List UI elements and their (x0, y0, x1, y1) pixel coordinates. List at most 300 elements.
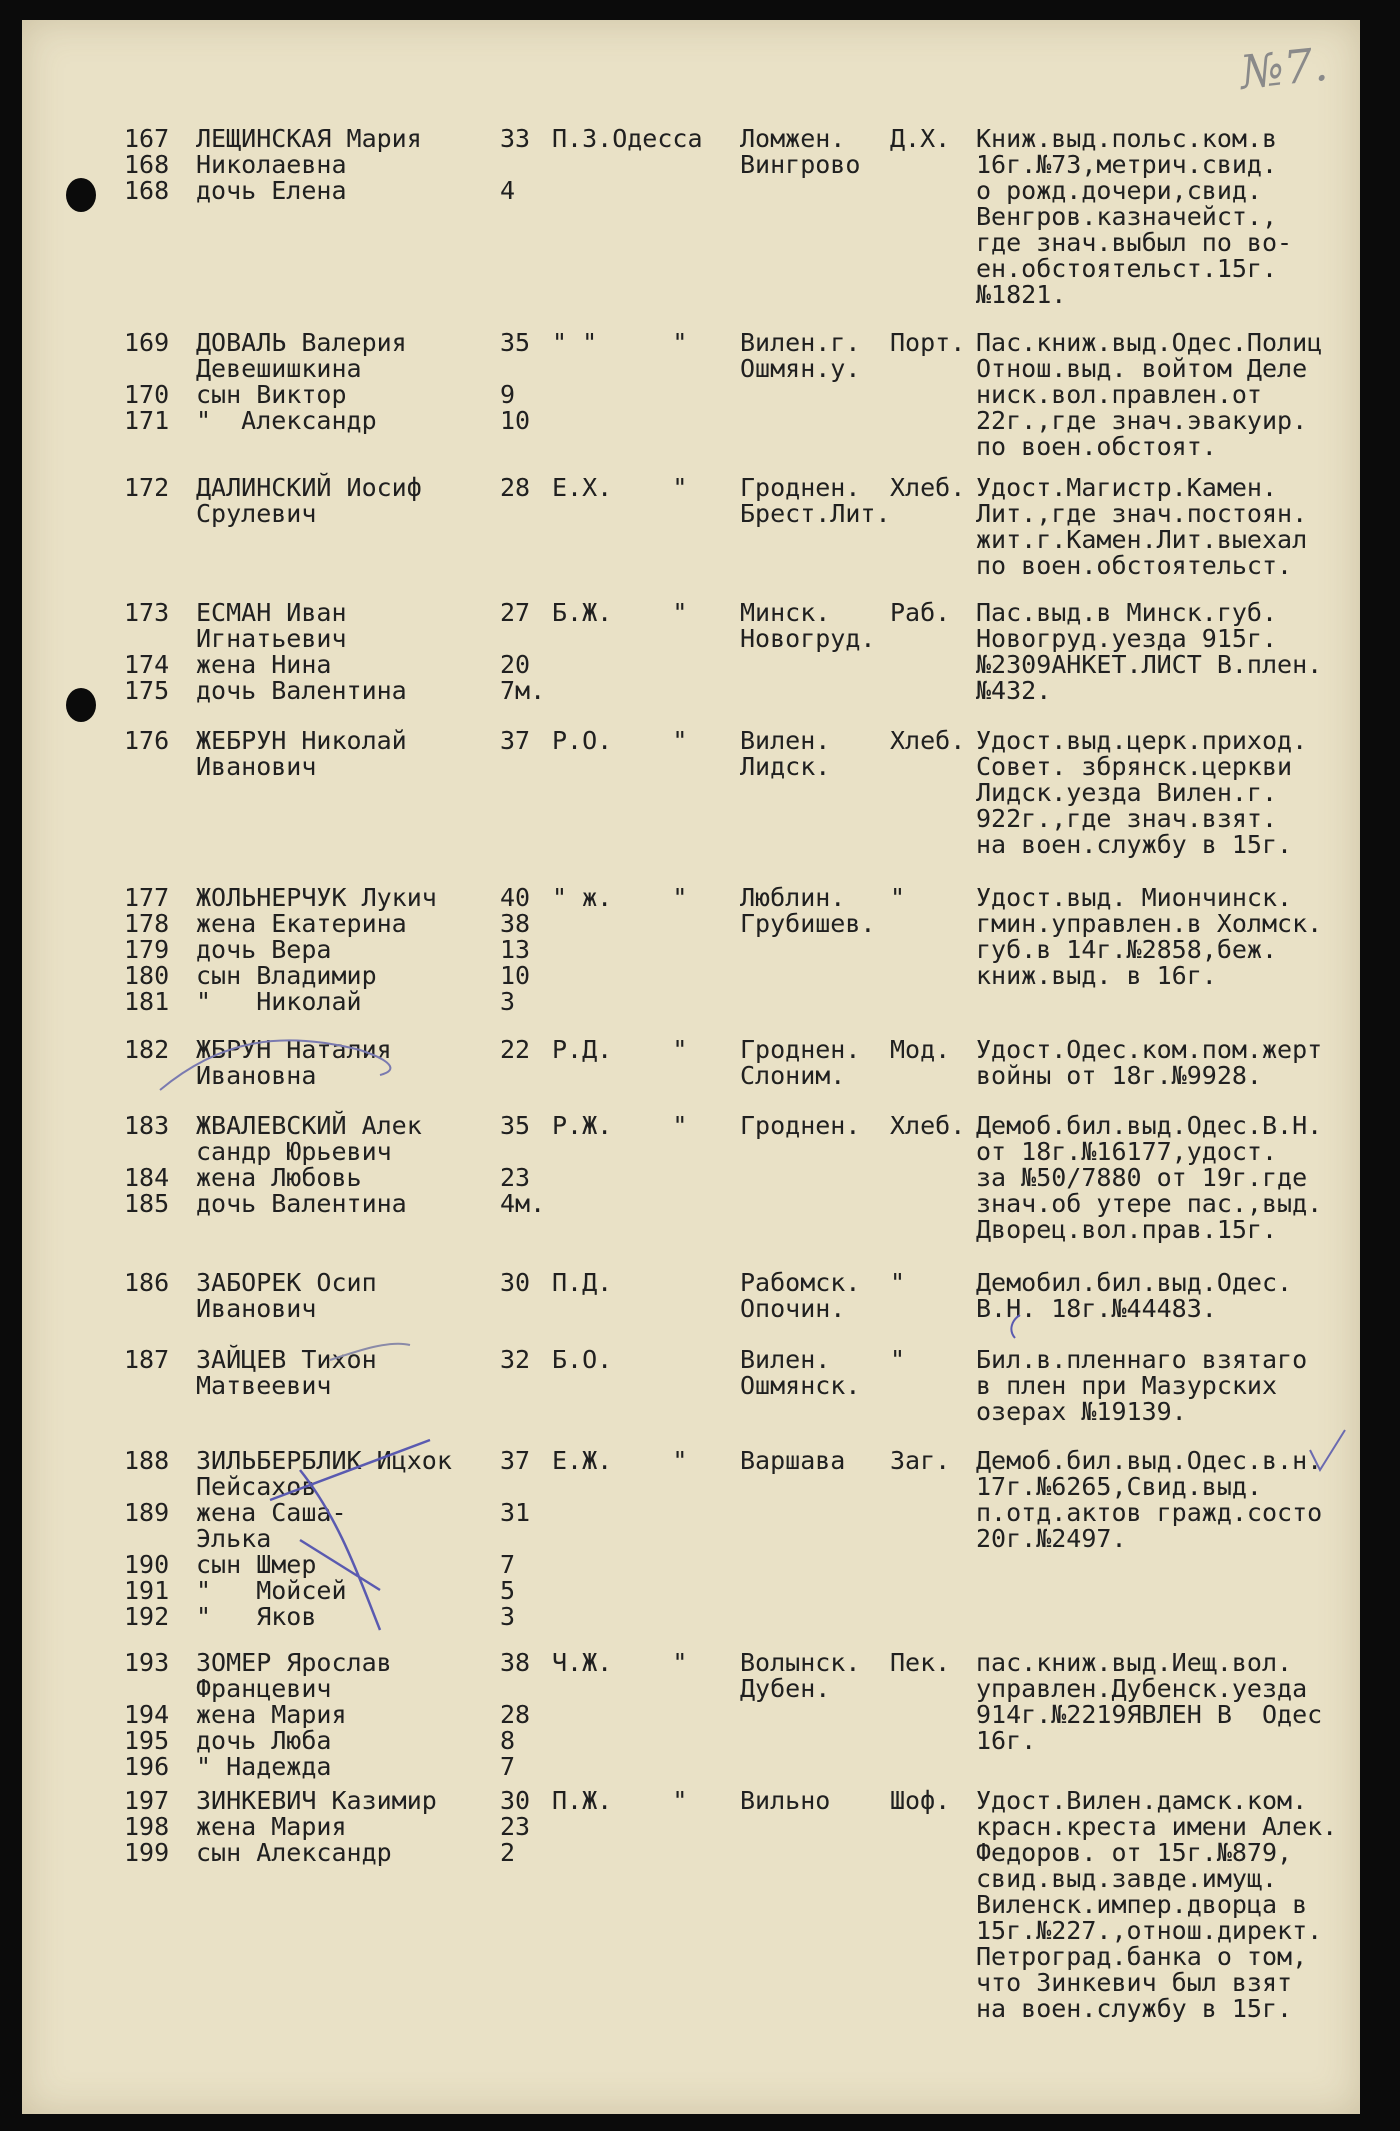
person-name-line: ЗИЛЬБЕРБЛИК Ицхок (196, 1446, 452, 1475)
origin-place-line: Брест.Лит. (740, 499, 891, 528)
documents-note-line: 22г.,где знач.эвакуир. (976, 406, 1308, 435)
category-code: Е.Х. " (552, 473, 688, 502)
category-code: П.Д. (552, 1268, 613, 1297)
person-name-line: " Яков (196, 1602, 317, 1631)
person-name-line: Игнатьевич (196, 624, 347, 653)
record-number-line: 182 (124, 1035, 170, 1064)
documents-note-line: о рожд.дочери,свид. (976, 176, 1262, 205)
record-number-line: 172 (124, 473, 170, 502)
documents-note (976, 330, 1376, 460)
occupation: Д.Х. (890, 124, 951, 153)
occupation: " (890, 883, 906, 912)
person-age-line: 31 (500, 1498, 531, 1527)
person-name-line: " Надежда (196, 1752, 332, 1781)
record-number (124, 330, 184, 434)
person-name-line: Девешишкина (196, 354, 362, 383)
documents-note-line: войны от 18г.№9928. (976, 1061, 1262, 1090)
documents-note-line: Удост.Вилен.дамск.ком. (976, 1786, 1308, 1815)
person-age-line (500, 356, 544, 382)
documents-note-line: Отнош.выд. войтом Деле (976, 354, 1308, 383)
occupation: Шоф. (890, 1786, 951, 1815)
person-age-line: 7 (500, 1752, 516, 1781)
occupation: Пек. (890, 1648, 951, 1677)
person-age-line: 40 (500, 883, 531, 912)
record-number-line: 177 (124, 883, 170, 912)
person-age-line: 5 (500, 1576, 516, 1605)
person-name-line: ЖОЛЬНЕРЧУК Лукич (196, 883, 437, 912)
person-age-line: 4 (500, 176, 516, 205)
person-name (196, 1113, 496, 1217)
record-number-line: 178 (124, 909, 170, 938)
person-age-line: 10 (500, 406, 531, 435)
person-name-line: жена Нина (196, 650, 332, 679)
person-name (196, 600, 496, 704)
person-name-line: " Мойсей (196, 1576, 347, 1605)
occupation: " (890, 1345, 906, 1374)
person-name-line: сандр Юрьевич (196, 1137, 392, 1166)
record-number-line: 168 (124, 150, 170, 179)
person-name (196, 475, 496, 527)
person-age-line (500, 1139, 544, 1165)
person-name-line: ЗАБОРЕК Осип (196, 1268, 377, 1297)
record-number (124, 1113, 184, 1217)
origin-place-line: Ошмян.у. (740, 354, 861, 383)
record-number (124, 1347, 184, 1373)
person-age-line (500, 1676, 544, 1702)
origin-place (740, 600, 902, 652)
person-age-line: 35 (500, 1111, 531, 1140)
category-code: Р.Ж. " (552, 1111, 688, 1140)
record-number-line: 174 (124, 650, 170, 679)
person-age (500, 1270, 544, 1296)
origin-place-line: Вилен. (740, 1345, 831, 1374)
person-age (500, 1347, 544, 1373)
origin-place (740, 1650, 902, 1702)
documents-note-line: Лидск.уезда Вилен.г. (976, 778, 1278, 807)
person-age (500, 475, 544, 501)
person-age-line (500, 626, 544, 652)
documents-note-line: Удост.Одес.ком.пом.жерт (976, 1035, 1323, 1064)
person-name-line: дочь Елена (196, 176, 347, 205)
documents-note-line: гмин.управлен.в Холмск. (976, 909, 1323, 938)
record-number-line: 183 (124, 1111, 170, 1140)
person-name-line: Матвеевич (196, 1371, 332, 1400)
person-name-line: жена Любовь (196, 1163, 362, 1192)
documents-note-line: Лит.,где знач.постоян. (976, 499, 1308, 528)
person-name-line: ЖБРУН Наталия (196, 1035, 392, 1064)
person-name (196, 885, 496, 1015)
person-name (196, 1347, 496, 1399)
person-age-line: 30 (500, 1268, 531, 1297)
person-age-line: 28 (500, 473, 531, 502)
origin-place-line: Дубен. (740, 1674, 831, 1703)
origin-place-line: Рабомск. (740, 1268, 861, 1297)
origin-place-line: Гроднен. (740, 473, 861, 502)
documents-note-line: Венгров.казначейст., (976, 202, 1278, 231)
person-age-line: 8 (500, 1726, 516, 1755)
category-code: Б.О. (552, 1345, 613, 1374)
person-age (500, 330, 544, 434)
documents-note (976, 1788, 1376, 2022)
record-number-line: 185 (124, 1189, 170, 1218)
person-name-line: сын Владимир (196, 961, 377, 990)
origin-place-line: Волынск. (740, 1648, 861, 1677)
record-number-line: 190 (124, 1550, 170, 1579)
person-age-line: 27 (500, 598, 531, 627)
record-number-line (124, 1676, 184, 1702)
person-age-line: 22 (500, 1035, 531, 1064)
occupation: Хлеб. (890, 726, 966, 755)
person-age (500, 728, 544, 754)
documents-note (976, 1037, 1376, 1089)
punch-hole (66, 178, 96, 212)
person-name-line: дочь Вера (196, 935, 332, 964)
documents-note-line: Новогруд.уезда 915г. (976, 624, 1278, 653)
record-number-line: 189 (124, 1498, 170, 1527)
documents-note-line: 16г. (976, 1726, 1037, 1755)
record-number-line: 169 (124, 328, 170, 357)
documents-note (976, 1347, 1376, 1425)
documents-note-line: п.отд.актов гражд.состо (976, 1498, 1323, 1527)
record-number-line: 173 (124, 598, 170, 627)
person-age-line: 32 (500, 1345, 531, 1374)
person-name-line: ЗИНКЕВИЧ Казимир (196, 1786, 437, 1815)
documents-note-line: на воен.службу в 15г. (976, 830, 1293, 859)
category-code: " ж. " (552, 883, 688, 912)
person-name-line: Срулевич (196, 499, 317, 528)
person-name-line: жена Мария (196, 1812, 347, 1841)
documents-note (976, 126, 1376, 308)
person-age (500, 1037, 544, 1063)
person-name-line: Элька (196, 1524, 272, 1553)
origin-place (740, 475, 902, 527)
documents-note-line: №1821. (976, 280, 1067, 309)
person-name-line: Николаевна (196, 150, 347, 179)
origin-place-line: Гроднен. (740, 1111, 861, 1140)
documents-note-line: за №50/7880 от 19г.где (976, 1163, 1308, 1192)
record-number-line (124, 1139, 184, 1165)
person-age-line: 20 (500, 650, 531, 679)
category-code: " " " (552, 328, 688, 357)
documents-note-line: №2309АНКЕТ.ЛИСТ В.плен. (976, 650, 1323, 679)
origin-place (740, 728, 902, 780)
person-name-line: Пейсахов (196, 1472, 317, 1501)
person-name (196, 1448, 496, 1630)
person-age-line (500, 1474, 544, 1500)
documents-note (976, 600, 1376, 704)
person-name-line: ЗОМЕР Ярослав (196, 1648, 392, 1677)
person-age-line: 13 (500, 935, 531, 964)
origin-place-line: Опочин. (740, 1294, 846, 1323)
origin-place-line: Ломжен. (740, 124, 846, 153)
documents-note-line: где знач.выбыл по во- (976, 228, 1293, 257)
person-name-line: Францевич (196, 1674, 332, 1703)
person-name-line: ДАЛИНСКИЙ Иосиф (196, 473, 422, 502)
documents-note-line: 922г.,где знач.взят. (976, 804, 1278, 833)
documents-note (976, 1650, 1376, 1754)
person-name (196, 126, 496, 204)
person-name-line: Иванович (196, 752, 317, 781)
documents-note-line: от 18г.№16177,удост. (976, 1137, 1278, 1166)
person-age (500, 126, 544, 204)
person-name-line: " Николай (196, 987, 362, 1016)
person-age-line (500, 1526, 544, 1552)
documents-note (976, 728, 1376, 858)
origin-place (740, 1037, 902, 1089)
person-age-line: 38 (500, 909, 531, 938)
origin-place-line: Гроднен. (740, 1035, 861, 1064)
documents-note-line: №432. (976, 676, 1052, 705)
person-name-line: ЗАЙЦЕВ Тихон (196, 1345, 377, 1374)
documents-note-line: знач.об утере пас.,выд. (976, 1189, 1323, 1218)
documents-note-line: Бил.в.пленнаго взятаго (976, 1345, 1308, 1374)
documents-note-line: Пас.выд.в Минск.губ. (976, 598, 1278, 627)
person-age (500, 1113, 544, 1217)
documents-note (976, 1448, 1376, 1552)
documents-note-line: 16г.№73,метрич.свид. (976, 150, 1278, 179)
person-name (196, 1270, 496, 1322)
person-age-line (500, 152, 544, 178)
occupation: Порт. (890, 328, 966, 357)
person-name-line: жена Саша- (196, 1498, 347, 1527)
record-number-line: 170 (124, 380, 170, 409)
person-age-line: 3 (500, 1602, 516, 1631)
category-code: Б.Ж. " (552, 598, 688, 627)
documents-note-line: 15г.№227.,отнош.директ. (976, 1916, 1323, 1945)
documents-note (976, 1113, 1376, 1243)
occupation: Раб. (890, 598, 951, 627)
category-code: Р.О. " (552, 726, 688, 755)
person-name-line: Ивановна (196, 1061, 317, 1090)
person-age (500, 1788, 544, 1866)
documents-note-line: по воен.обстоят. (976, 432, 1217, 461)
documents-note-line: озерах №19139. (976, 1397, 1187, 1426)
record-number-line: 197 (124, 1786, 170, 1815)
category-code: Р.Д. " (552, 1035, 688, 1064)
person-age-line: 10 (500, 961, 531, 990)
category-code: Е.Ж. " (552, 1446, 688, 1475)
origin-place-line: Ошмянск. (740, 1371, 861, 1400)
category-code: П.З.Одесса (552, 124, 703, 153)
documents-note-line: 17г.№6265,Свид.выд. (976, 1472, 1262, 1501)
record-number-line: 191 (124, 1576, 170, 1605)
documents-note-line: Федоров. от 15г.№879, (976, 1838, 1293, 1867)
person-name-line: " Александр (196, 406, 377, 435)
person-name-line: дочь Валентина (196, 676, 407, 705)
occupation: Заг. (890, 1446, 951, 1475)
person-age-line: 33 (500, 124, 531, 153)
occupation: " (890, 1268, 906, 1297)
person-name-line: ДОВАЛЬ Валерия (196, 328, 407, 357)
record-number-line: 188 (124, 1446, 170, 1475)
person-age-line: 37 (500, 1446, 531, 1475)
record-number-line: 179 (124, 935, 170, 964)
documents-note-line: Демоб.бил.выд.Одес.В.Н. (976, 1111, 1323, 1140)
person-name (196, 1788, 496, 1866)
documents-note-line: книж.выд. в 16г. (976, 961, 1217, 990)
origin-place-line: Лидск. (740, 752, 831, 781)
record-number-line: 199 (124, 1838, 170, 1867)
record-number-line: 187 (124, 1345, 170, 1374)
record-number-line: 194 (124, 1700, 170, 1729)
record-number (124, 885, 184, 1015)
person-age (500, 600, 544, 704)
person-name-line: дочь Валентина (196, 1189, 407, 1218)
person-name-line: ЖВАЛЕВСКИЙ Алек (196, 1111, 422, 1140)
documents-note-line: В.Н. 18г.№44483. (976, 1294, 1217, 1323)
origin-place (740, 1788, 902, 1814)
record-number (124, 1650, 184, 1780)
record-number-line (124, 1474, 184, 1500)
person-age-line: 2 (500, 1838, 516, 1867)
person-name (196, 1650, 496, 1780)
origin-place (740, 1113, 902, 1139)
origin-place-line: Вильно (740, 1786, 831, 1815)
documents-note-line: Удост.выд.церк.приход. (976, 726, 1308, 755)
documents-note-line: Виленск.импер.дворца в (976, 1890, 1308, 1919)
documents-note-line: Удост.Магистр.Камен. (976, 473, 1278, 502)
record-number-line: 181 (124, 987, 170, 1016)
person-name-line: сын Александр (196, 1838, 392, 1867)
origin-place (740, 885, 902, 937)
record-number (124, 1788, 184, 1866)
origin-place-line: Варшава (740, 1446, 846, 1475)
documents-note (976, 885, 1376, 989)
page-number-mark: №7. (1237, 36, 1331, 100)
documents-note-line: Петроград.банка о том, (976, 1942, 1308, 1971)
record-number-line: 168 (124, 176, 170, 205)
origin-place-line: Грубишев. (740, 909, 876, 938)
person-age-line: 37 (500, 726, 531, 755)
documents-note (976, 1270, 1376, 1322)
occupation: Хлеб. (890, 1111, 966, 1140)
record-number-line: 171 (124, 406, 170, 435)
documents-note-line: в плен при Мазурских (976, 1371, 1278, 1400)
person-age (500, 1650, 544, 1780)
documents-note-line: Удост.выд. Миончинск. (976, 883, 1293, 912)
record-number (124, 126, 184, 204)
person-age-line: 4м. (500, 1189, 546, 1218)
person-name (196, 728, 496, 780)
record-number-line: 184 (124, 1163, 170, 1192)
origin-place (740, 330, 902, 382)
person-name-line: сын Шмер (196, 1550, 317, 1579)
record-number-line: 176 (124, 726, 170, 755)
record-number-line (124, 356, 184, 382)
record-number (124, 1270, 184, 1296)
person-name-line: Иванович (196, 1294, 317, 1323)
occupation: Мод. (890, 1035, 951, 1064)
origin-place-line: Вилен.г. (740, 328, 861, 357)
category-code: Ч.Ж. " (552, 1648, 688, 1677)
person-name-line: ЖЕБРУН Николай (196, 726, 407, 755)
category-code: П.Ж. " (552, 1786, 688, 1815)
person-age-line: 23 (500, 1812, 531, 1841)
documents-note (976, 475, 1376, 579)
documents-note-line: 914г.№2219ЯВЛЕН В Одес (976, 1700, 1323, 1729)
person-age-line: 7 (500, 1550, 516, 1579)
occupation: Хлеб. (890, 473, 966, 502)
documents-note-line: Демобил.бил.выд.Одес. (976, 1268, 1293, 1297)
origin-place-line: Вилен. (740, 726, 831, 755)
person-age-line: 7м. (500, 676, 546, 705)
person-name-line: дочь Люба (196, 1726, 332, 1755)
record-number-line: 196 (124, 1752, 170, 1781)
documents-note-line: ниск.вол.правлен.от (976, 380, 1262, 409)
origin-place-line: Люблин. (740, 883, 846, 912)
origin-place (740, 1448, 902, 1474)
documents-note-line: ен.обстоятельст.15г. (976, 254, 1278, 283)
person-name-line: ЛЕЩИНСКАЯ Мария (196, 124, 422, 153)
documents-note-line: Книж.выд.польс.ком.в (976, 124, 1278, 153)
documents-note-line: 20г.№2497. (976, 1524, 1127, 1553)
documents-note-line: Демоб.бил.выд.Одес.в.н. (976, 1446, 1323, 1475)
documents-note-line: Пас.книж.выд.Одес.Полиц (976, 328, 1323, 357)
punch-hole (66, 688, 96, 722)
origin-place (740, 1270, 902, 1322)
person-name-line: жена Екатерина (196, 909, 407, 938)
documents-note-line: на воен.службу в 15г. (976, 1994, 1293, 2023)
record-number-line (124, 626, 184, 652)
record-number (124, 1037, 184, 1063)
documents-note-line: Дворец.вол.прав.15г. (976, 1215, 1278, 1244)
documents-note-line: по воен.обстоятельст. (976, 551, 1293, 580)
record-number (124, 1448, 184, 1630)
record-number-line: 186 (124, 1268, 170, 1297)
record-number-line: 198 (124, 1812, 170, 1841)
documents-note-line: Совет. збрянск.церкви (976, 752, 1293, 781)
record-number-line: 167 (124, 124, 170, 153)
documents-note-line: пас.книж.выд.Иещ.вол. (976, 1648, 1293, 1677)
person-age (500, 885, 544, 1015)
person-name-line: ЕСМАН Иван (196, 598, 347, 627)
person-name-line: жена Мария (196, 1700, 347, 1729)
origin-place-line: Вингрово (740, 150, 861, 179)
person-name (196, 1037, 496, 1089)
person-name-line: сын Виктор (196, 380, 347, 409)
documents-note-line: красн.креста имени Алек. (976, 1812, 1338, 1841)
person-age-line: 35 (500, 328, 531, 357)
person-age-line: 9 (500, 380, 516, 409)
record-number-line (124, 1526, 184, 1552)
person-age-line: 23 (500, 1163, 531, 1192)
documents-note-line: губ.в 14г.№2858,беж. (976, 935, 1278, 964)
documents-note-line: что Зинкевич был взят (976, 1968, 1293, 1997)
person-age-line: 38 (500, 1648, 531, 1677)
origin-place (740, 126, 902, 178)
person-name (196, 330, 496, 434)
documents-note-line: свид.выд.завде.имущ. (976, 1864, 1278, 1893)
person-age (500, 1448, 544, 1630)
record-number (124, 475, 184, 501)
person-age-line: 3 (500, 987, 516, 1016)
record-number-line: 180 (124, 961, 170, 990)
origin-place-line: Новогруд. (740, 624, 876, 653)
record-number-line: 192 (124, 1602, 170, 1631)
record-number (124, 728, 184, 754)
origin-place-line: Минск. (740, 598, 831, 627)
record-number-line: 195 (124, 1726, 170, 1755)
origin-place (740, 1347, 902, 1399)
person-age-line: 28 (500, 1700, 531, 1729)
origin-place-line: Слоним. (740, 1061, 846, 1090)
documents-note-line: жит.г.Камен.Лит.выехал (976, 525, 1308, 554)
person-age-line: 30 (500, 1786, 531, 1815)
documents-note-line: управлен.Дубенск.уезда (976, 1674, 1308, 1703)
record-number (124, 600, 184, 704)
record-number-line: 175 (124, 676, 170, 705)
record-number-line: 193 (124, 1648, 170, 1677)
